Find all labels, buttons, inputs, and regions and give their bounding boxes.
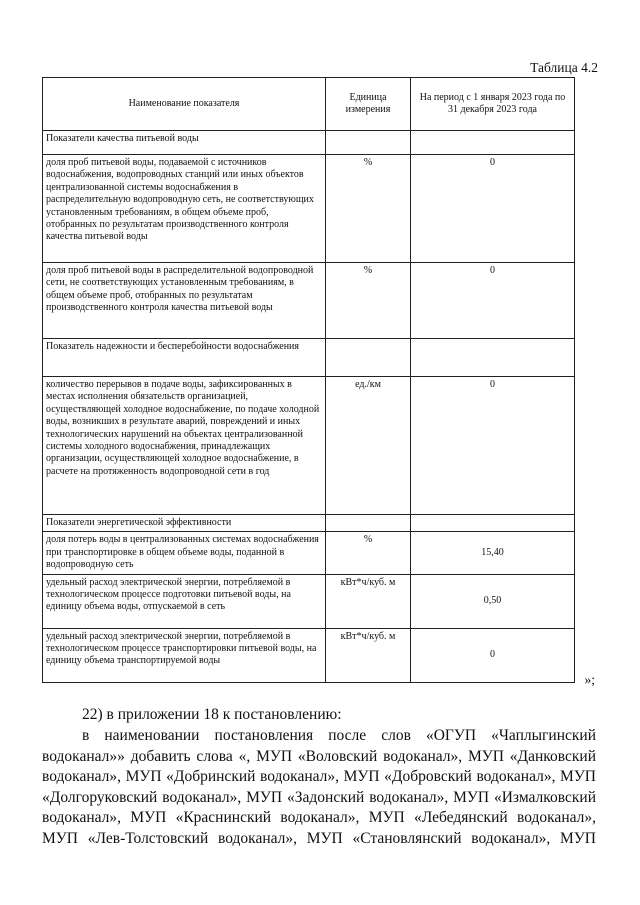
table-row: [43, 263, 575, 339]
row-unit: %: [326, 155, 411, 263]
row-name: удельный расход электрической энергии, потребляемой в технологическом процессе подготовки питьевой воды, на единицу объема воды, отпускаемой в сеть: [43, 574, 326, 628]
row-unit: %: [326, 263, 411, 339]
row-unit: [326, 131, 411, 155]
row-value: [411, 339, 575, 377]
row-unit: [326, 339, 411, 377]
row-name: доля потерь воды в централизованных системах водоснабжения при транспортировке в общем объеме воды, поданной в водопроводную сеть: [43, 532, 326, 574]
row-value: 0: [411, 377, 575, 515]
paragraph-item-22: 22) в приложении 18 к постановлению:: [82, 706, 342, 723]
row-unit: ед./км: [326, 377, 411, 515]
row-name: Показатели качества питьевой воды: [43, 131, 326, 155]
row-name: доля проб питьевой воды в распределительной водопроводной сети, не соответствующих установленным требованиям, в общем объеме проб, отобранных по результатам производственного контроля качества питьевой воды: [43, 263, 326, 339]
header-indicator-name: Наименование показателя: [43, 78, 326, 131]
row-name: количество перерывов в подаче воды, зафиксированных в местах исполнения обязательств организацией, осуществляющей холодное водоснабжение, по подаче холодной воды, возникших в результате аварий, повреждений и иных технологических нарушений на объектах централизованной системы холодного водоснабжения, принадлежащих организации, осуществляющей холодное водоснабжение, в расчете на протяженность водопроводной сети в год: [43, 377, 326, 515]
row-unit: %: [326, 532, 411, 574]
table-row: [43, 515, 575, 532]
table-row: [43, 377, 575, 515]
row-value: 0: [411, 155, 575, 263]
row-value: 0: [411, 263, 575, 339]
header-period: На период с 1 января 2023 года по 31 декабря 2023 года: [411, 78, 575, 131]
row-value: [411, 515, 575, 532]
table-row: [43, 155, 575, 263]
row-unit: кВт*ч/куб. м: [326, 574, 411, 628]
table-row: [43, 574, 575, 628]
row-value: 15,40: [411, 532, 575, 574]
paragraph-amendment: в наименовании постановления после слов «ОГУП «Чаплыгинский водоканал»» добавить слова «, МУП «Воловский водоканал», МУП «Данковский водоканал», МУП «Добринский водоканал», МУП «Добровский водоканал», МУП «Долгоруковский водоканал», МУП «Задонский водоканал», МУП «Измалковский водоканал», МУП «Краснинский водоканал», МУП «Лебедянский водоканал», МУП «Лев-Толстовский водоканал», МУП «Становлянский водоканал», МУП: [42, 727, 596, 847]
table-row: [43, 628, 575, 682]
closing-quote: »;: [584, 672, 595, 687]
row-name: доля проб питьевой воды, подаваемой с источников водоснабжения, водопроводных станций или иных объектов централизованной системы водоснабжения в распределительную водопроводную сеть, не соответствующих установленным требованиям, в общем объеме проб, отобранных по результатам производственного контроля качества питьевой воды: [43, 155, 326, 263]
row-name: удельный расход электрической энергии, потребляемой в технологическом процессе транспортировки питьевой воды, на единицу объема транспортируемой воды: [43, 628, 326, 682]
table-row: [43, 532, 575, 574]
table-caption: Таблица 4.2: [530, 60, 598, 75]
header-unit: Единица измерения: [326, 78, 411, 131]
row-name: Показатели энергетической эффективности: [43, 515, 326, 532]
row-value: [411, 131, 575, 155]
row-unit: кВт*ч/куб. м: [326, 628, 411, 682]
table-header-row: [43, 78, 575, 131]
row-name: Показатель надежности и бесперебойности водоснабжения: [43, 339, 326, 377]
indicators-table: [42, 77, 575, 683]
table-row: [43, 131, 575, 155]
table-row: [43, 339, 575, 377]
row-value: 0,50: [411, 574, 575, 628]
row-unit: [326, 515, 411, 532]
row-value: 0: [411, 628, 575, 682]
